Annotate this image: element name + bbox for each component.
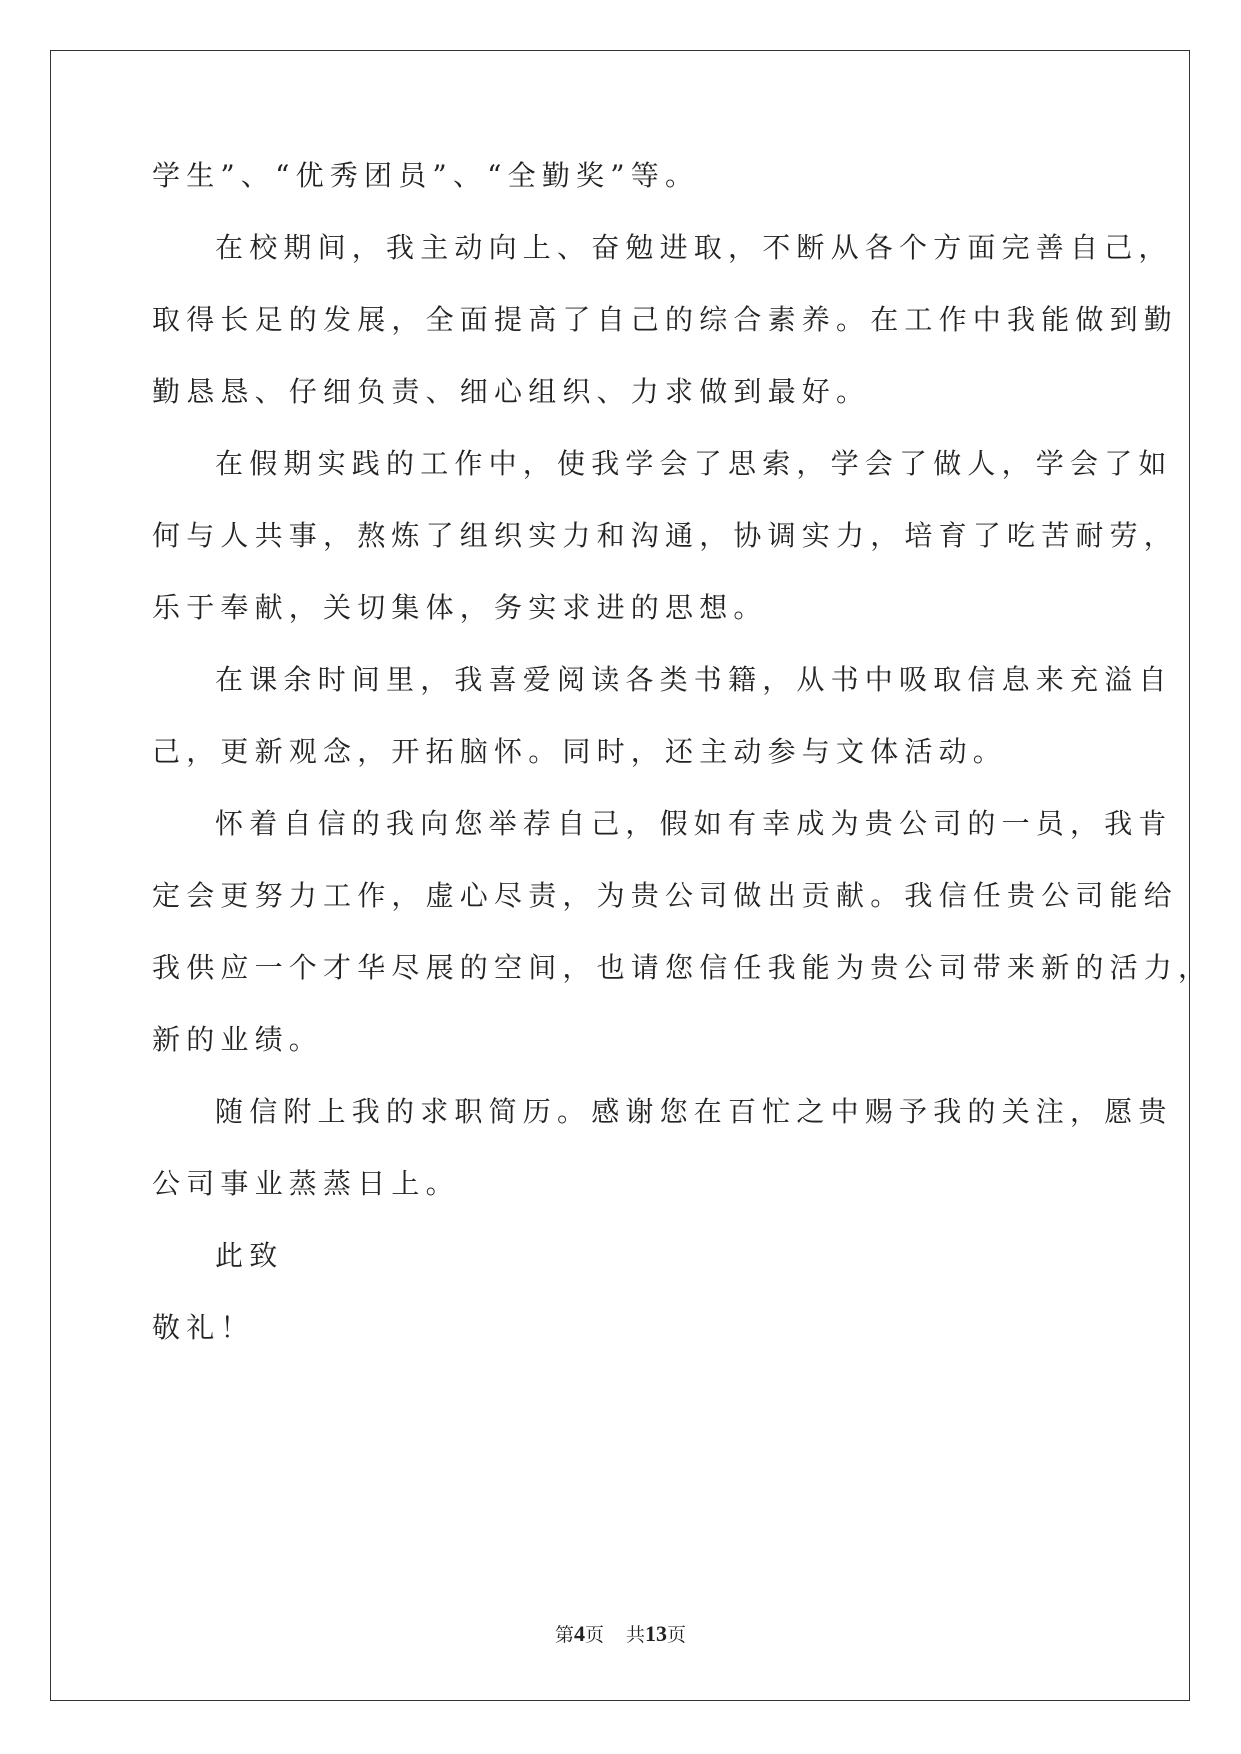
body-line: 勤恳恳、仔细负责、细心组织、力求做到最好。 (152, 375, 871, 408)
page-prefix: 第 (554, 1624, 574, 1646)
paragraph-first-line: 在课余时间里，我喜爱阅读各类书籍，从书中吸取信息来充溢自 (215, 663, 1173, 696)
body-line: 学生”、“优秀团员”、“全勤奖”等。 (152, 159, 700, 192)
paragraph-first-line: 在假期实践的工作中，使我学会了思索，学会了做人，学会了如 (215, 447, 1173, 480)
closing-regards: 敬礼！ (152, 1311, 255, 1344)
total-prefix: 共 (626, 1624, 646, 1646)
body-line: 公司事业蒸蒸日上。 (152, 1167, 460, 1200)
body-line: 乐于奉献，关切集体，务实求进的思想。 (152, 591, 768, 624)
body-line: 新的业绩。 (152, 1023, 324, 1056)
page-border (50, 50, 1213, 1701)
page-suffix: 页 (584, 1624, 604, 1646)
body-line: 定会更努力工作，虚心尽责，为贵公司做出贡献。我信任贵公司能给 (152, 879, 1179, 912)
closing-salutation: 此致 (215, 1239, 284, 1272)
body-line: 取得长足的发展，全面提高了自己的综合素养。在工作中我能做到勤 (152, 303, 1179, 336)
total-suffix: 页 (667, 1624, 687, 1646)
page-footer (0, 1620, 1241, 1647)
paragraph-first-line: 在校期间，我主动向上、奋勉进取，不断从各个方面完善自己， (215, 231, 1173, 264)
body-line: 何与人共事，熬炼了组织实力和沟通，协调实力，培育了吃苦耐劳， (152, 519, 1179, 552)
body-line: 我供应一个才华尽展的空间，也请您信任我能为贵公司带来新的活力， (152, 951, 1213, 984)
page-number: 4 (573, 1621, 585, 1646)
paragraph-first-line: 随信附上我的求职简历。感谢您在百忙之中赐予我的关注，愿贵 (215, 1095, 1173, 1128)
total-pages: 13 (645, 1621, 668, 1646)
paragraph-first-line: 怀着自信的我向您举荐自己，假如有幸成为贵公司的一员，我肯 (215, 807, 1173, 840)
body-line: 己，更新观念，开拓脑怀。同时，还主动参与文体活动。 (152, 735, 1008, 768)
